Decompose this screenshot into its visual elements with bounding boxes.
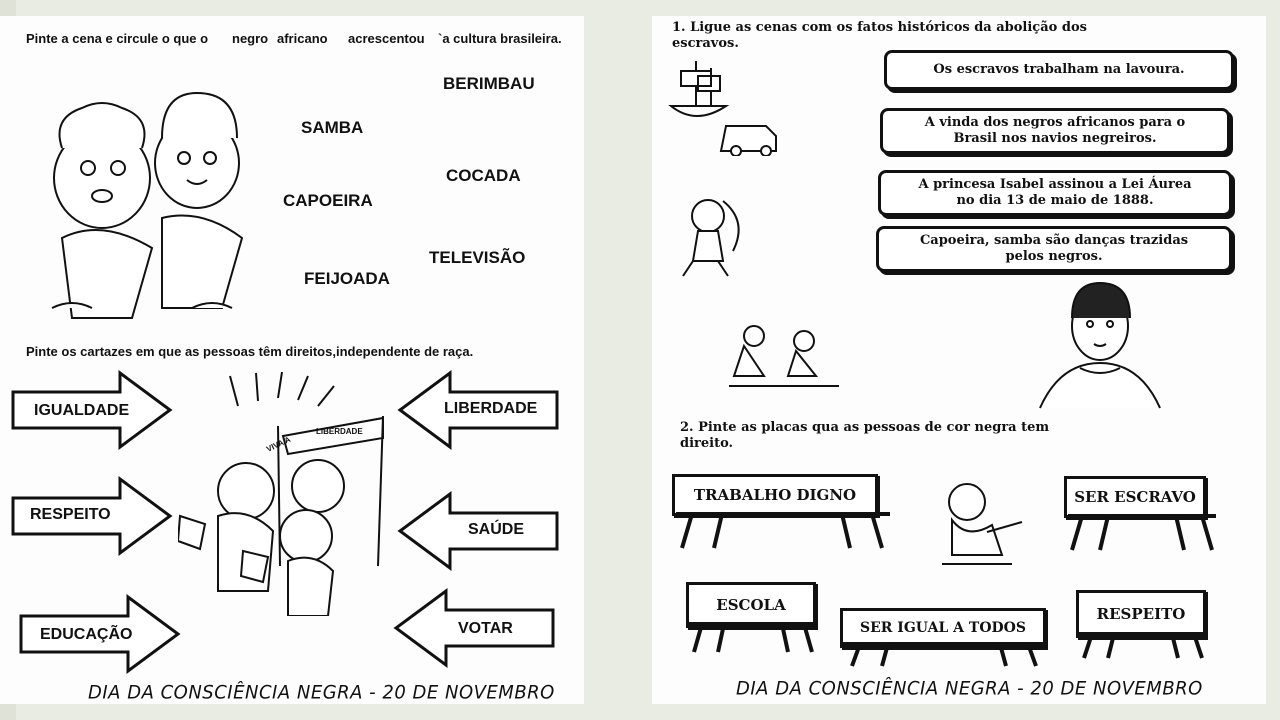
arrow-label: VOTAR [458, 620, 513, 637]
fact-box-navios[interactable] [880, 108, 1230, 154]
sign-label: RESPEITO [1076, 590, 1206, 638]
word-televisao[interactable]: TELEVISÃO [429, 248, 526, 267]
sign-label: ESCOLA [686, 582, 816, 628]
question-1-line1: 1. Ligue as cenas com os fatos históricos da abolição dos [672, 20, 1087, 35]
question-1-line2: escravos. [672, 36, 739, 51]
instruction-culture-part4: acrescentou [348, 31, 425, 46]
left-worksheet [0, 16, 584, 704]
sign-label: SER IGUAL A TODOS [840, 608, 1046, 648]
fact-text-line2: no dia 13 de maio de 1888. [956, 193, 1154, 208]
fact-text-line1: Capoeira, samba são danças trazidas [919, 233, 1189, 248]
sign-ser-escravo[interactable] [1064, 472, 1220, 556]
arrow-label: LIBERDADE [444, 400, 538, 417]
sign-trabalho-digno[interactable] [672, 466, 894, 550]
instruction-culture-part3: africano [277, 31, 328, 46]
arrow-sign-votar[interactable] [392, 588, 556, 668]
question-2-line1: 2. Pinte as placas qua as pessoas de cor negra tem [680, 420, 1050, 435]
instruction-culture-part2: negro [232, 31, 269, 46]
arrow-label: SAÚDE [468, 521, 525, 538]
instruction-culture-part1: Pinte a cena e circule o que o [26, 31, 209, 46]
arrow-label: RESPEITO [30, 506, 111, 523]
dancing-children-illustration [22, 68, 272, 328]
banner-text-viva: VIVA A [265, 434, 292, 454]
arrow-sign-respeito[interactable] [10, 476, 174, 556]
arrow-label: IGUALDADE [34, 402, 130, 419]
celebrating-children-illustration [178, 366, 388, 616]
word-cocada[interactable]: COCADA [446, 166, 521, 185]
arrow-sign-igualdade[interactable] [10, 370, 174, 450]
fact-text-line1: A princesa Isabel assinou a Lei Áurea [918, 177, 1192, 192]
fact-box-lavoura[interactable] [884, 50, 1234, 90]
word-capoeira[interactable]: CAPOEIRA [283, 191, 373, 210]
dancers-illustration [724, 316, 844, 396]
sign-escola[interactable] [686, 582, 818, 654]
arrow-sign-liberdade[interactable] [396, 370, 560, 450]
slave-ship-scene-illustration [666, 56, 806, 156]
fact-text-line2: pelos negros. [1005, 249, 1103, 264]
fact-box-lei-aurea[interactable] [878, 170, 1232, 216]
sign-ser-igual-a-todos[interactable] [840, 608, 1050, 668]
fact-text-line1: A vinda dos negros africanos para o [924, 115, 1186, 130]
question-2-line2: direito. [680, 436, 734, 451]
word-berimbau[interactable]: BERIMBAU [443, 74, 535, 93]
arrow-label: EDUCAÇÃO [40, 626, 133, 643]
fact-text-line2: Brasil nos navios negreiros. [953, 131, 1157, 146]
instruction-culture-part5: `a cultura brasileira. [438, 31, 562, 46]
sign-label: TRABALHO DIGNO [672, 474, 878, 516]
fact-box-capoeira-samba[interactable] [876, 226, 1232, 272]
fact-text-line1: Os escravos trabalham na lavoura. [933, 62, 1185, 77]
capoeira-player-illustration [668, 181, 758, 281]
word-samba[interactable]: SAMBA [301, 118, 364, 137]
arrow-sign-educacao[interactable] [18, 594, 182, 674]
arrow-sign-saude[interactable] [396, 491, 560, 571]
sign-label: SER ESCRAVO [1064, 476, 1206, 518]
footer-title-left: DIA DA CONSCIÊNCIA NEGRA - 20 DE NOVEMBRO [88, 681, 555, 704]
banner-text-liberdade: LIBERDADE [316, 427, 363, 436]
word-feijoada[interactable]: FEIJOADA [304, 269, 390, 288]
child-with-berimbau-illustration [932, 472, 1028, 572]
princess-isabel-portrait [1030, 278, 1170, 418]
footer-title-right: DIA DA CONSCIÊNCIA NEGRA - 20 DE NOVEMBRO [736, 677, 1203, 700]
right-worksheet [652, 16, 1266, 704]
instruction-rights: Pinte os cartazes em que as pessoas têm direitos,independente de raça. [26, 344, 474, 359]
sign-respeito[interactable] [1076, 590, 1208, 660]
